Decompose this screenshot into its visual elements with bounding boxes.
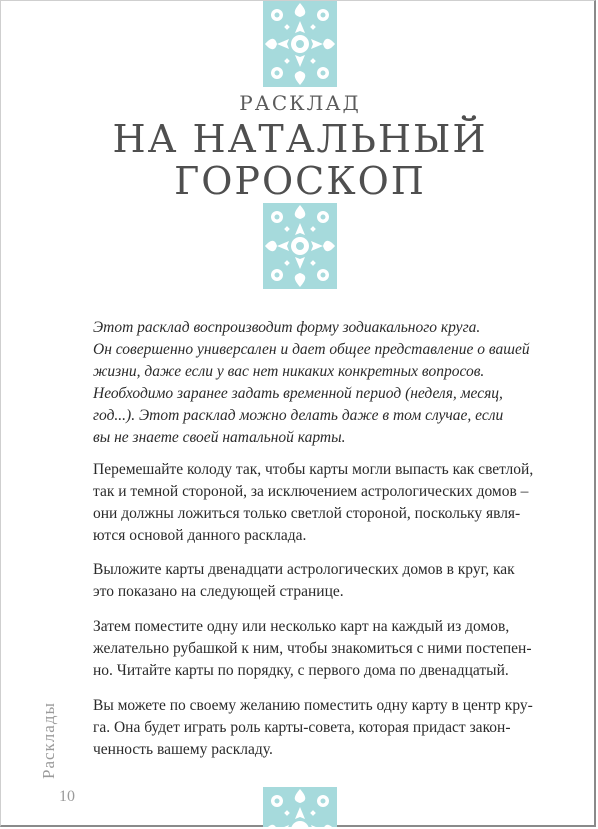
- bottom-ornament-icon: [263, 787, 337, 827]
- paragraph-line: га. Она будет играть роль карты-совета, которая придаст закон-: [93, 719, 511, 736]
- intro-line: Необходимо заранее задать временной период (неделя, месяц,: [93, 385, 503, 402]
- intro-line: год...). Этот расклад можно делать даже в том случае, если: [93, 407, 504, 424]
- paragraph-layout: [93, 559, 539, 603]
- paragraph-line: Перемешайте колоду так, чтобы карты могли выпасть как светлой,: [93, 461, 534, 478]
- paragraph-line: они должны ложиться только светлой стороной, поскольку явля-: [93, 505, 521, 522]
- paragraph-line: так и темной стороной, за исключением астрологических домов –: [93, 483, 529, 500]
- paragraph-line: Затем поместите одну или несколько карт на каждый из домов,: [93, 618, 510, 635]
- paragraph-place-cards: [93, 616, 539, 682]
- paragraph-line: желательно рубашкой к ним, чтобы знакомиться с ними постепен-: [93, 640, 532, 657]
- intro-line: вы не знаете своей натальной карты.: [93, 429, 346, 446]
- paragraph-line: но. Читайте карты по порядку, с первого дома по двенадцатый.: [93, 662, 509, 679]
- paragraph-line: ченность вашему раскладу.: [93, 741, 273, 758]
- middle-ornament-icon: [263, 203, 337, 289]
- intro-line: Этот расклад воспроизводит форму зодиакального круга.: [93, 319, 481, 336]
- heading-kicker: РАСКЛАД: [239, 91, 361, 115]
- paragraph-center-card: [93, 695, 539, 761]
- paragraph-line: Вы можете по своему желанию поместить одну карту в центр кру-: [93, 697, 533, 714]
- paragraph-shuffle: [93, 459, 539, 547]
- paragraph-line: Выложите карты двенадцати астрологических домов в круг, как: [93, 561, 515, 578]
- page-number: 10: [59, 788, 75, 805]
- paragraph-line: ются основой данного расклада.: [93, 527, 307, 544]
- page-title-line-1: НА НАТАЛЬНЫЙ: [112, 117, 488, 161]
- paragraph-line: это показано на следующей странице.: [93, 583, 344, 600]
- intro-paragraph: [93, 317, 539, 449]
- intro-line: жизни, даже если у вас нет никаких конкретных вопросов.: [93, 363, 485, 380]
- section-side-label: Расклады: [39, 702, 58, 779]
- intro-line: Он совершенно универсален и дает общее представление о вашей: [93, 341, 530, 358]
- top-ornament-icon: [263, 1, 337, 87]
- page-title-line-2: ГОРОСКОП: [174, 159, 426, 203]
